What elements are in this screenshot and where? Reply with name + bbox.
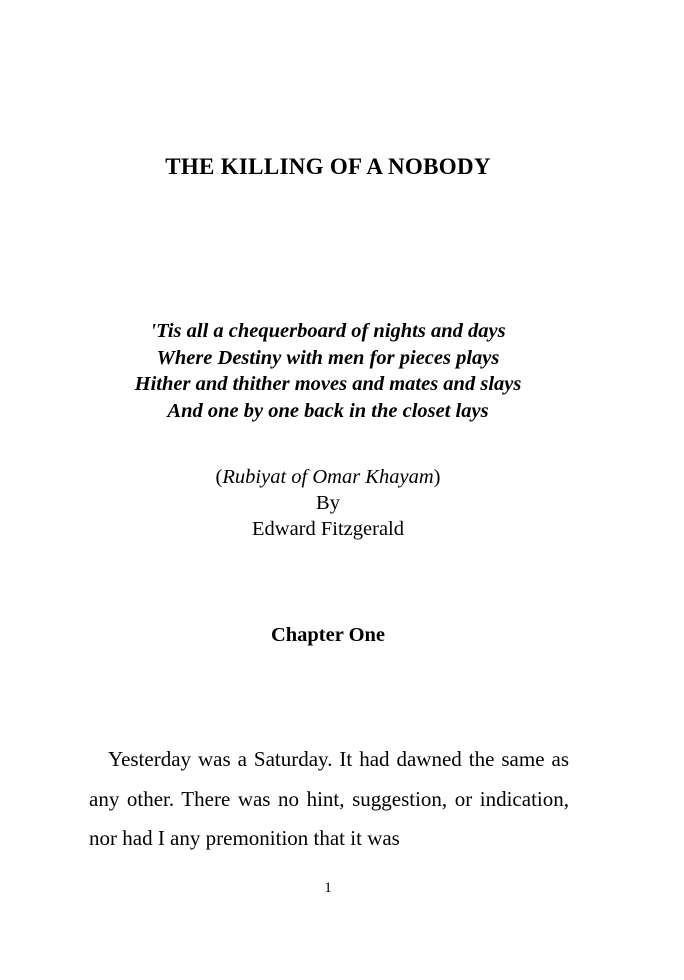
translator-name: Edward Fitzgerald — [252, 518, 404, 540]
page-number: 1 — [324, 880, 332, 896]
source-work-line — [0, 464, 656, 490]
source-work-title: Rubiyat of Omar Khayam — [222, 466, 434, 488]
epigraph-line: Where Destiny with men for pieces plays — [156, 346, 500, 369]
epigraph-line: 'Tis all a chequerboard of nights and days — [150, 320, 506, 342]
epigraph-attribution — [0, 464, 656, 542]
epigraph-line: Hither and thither moves and mates and slays — [134, 373, 522, 395]
close-paren: ) — [433, 466, 441, 488]
by-label: By — [316, 492, 340, 514]
epigraph — [0, 318, 656, 424]
epigraph-line: And one by one back in the closet lays — [167, 399, 489, 422]
open-paren: ( — [215, 466, 223, 488]
body-paragraph: Yesterday was a Saturday. It had dawned the same as any other. There was no hint, suggestion, or indication, nor had I any premonition that it was — [89, 747, 569, 850]
chapter-heading: Chapter One — [270, 624, 386, 646]
book-title: THE KILLING OF A NOBODY — [165, 154, 491, 179]
